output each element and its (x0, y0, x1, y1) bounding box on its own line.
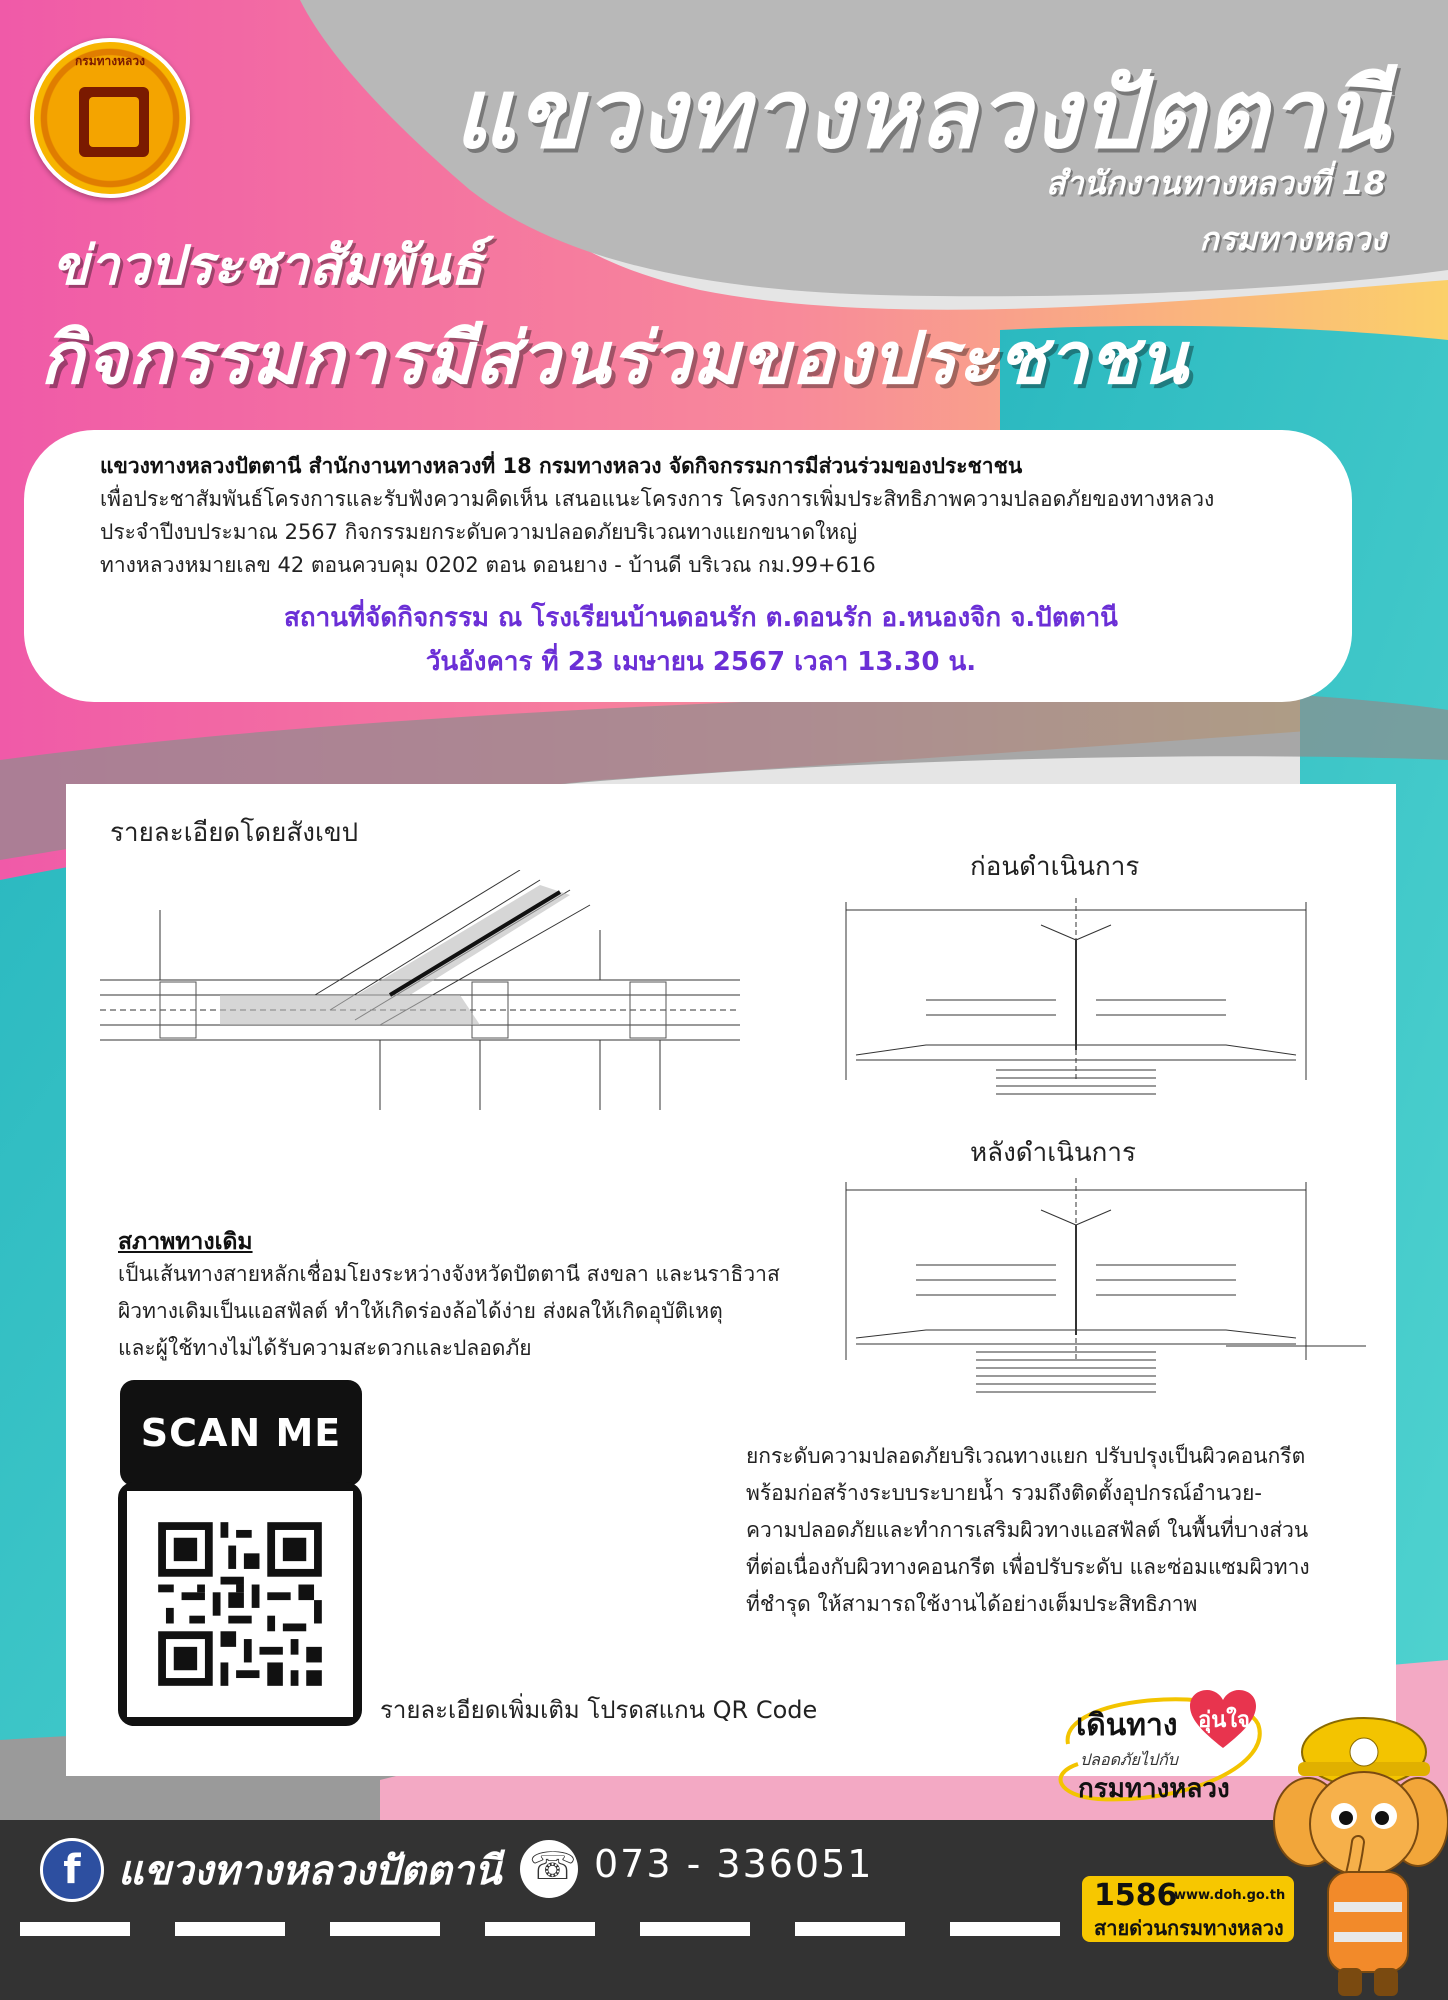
road-marking (950, 1922, 1060, 1936)
road-marking (795, 1922, 905, 1936)
slogan-heart-text: อุ่นใจ (1198, 1708, 1250, 1733)
hotline-website: www.doh.go.th (1174, 1888, 1286, 1903)
page-title: แขวงทางหลวงปัตตานี (453, 58, 1390, 170)
announcement-line: ประจำปีงบประมาณ 2567 กิจกรรมยกระดับความปลอดภัยบริเวณทางแยกขนาดใหญ่ (100, 520, 858, 544)
phone-number[interactable]: 073 - 336051 (594, 1842, 874, 1886)
logo-emblem-icon (79, 87, 149, 157)
event-venue: สถานที่จัดกิจกรรม ณ โรงเรียนบ้านดอนรัก ต.ดอนรัก อ.หนองจิก จ.ปัตตานี (284, 603, 1118, 633)
intersection-plan-drawing (100, 870, 740, 1120)
logo-text: กรมทางหลวง (75, 54, 145, 68)
phone-icon (520, 1840, 578, 1898)
road-marking (485, 1922, 595, 1936)
hotline-badge[interactable] (1082, 1876, 1294, 1942)
condition-line: เป็นเส้นทางสายหลักเชื่อมโยงระหว่างจังหวัดปัตตานี สงขลา และนราธิวาส (118, 1262, 780, 1286)
activity-heading: กิจกรรมการมีส่วนร่วมของประชาชน (40, 316, 1189, 400)
details-panel (66, 784, 1396, 1776)
cross-section-before-drawing (826, 880, 1326, 1120)
cross-section-after-drawing (826, 1170, 1386, 1410)
slogan-line1: เดินทาง (1076, 1708, 1178, 1743)
scan-me-badge: SCAN ME (120, 1380, 362, 1486)
description-line: ความปลอดภัยและทำการเสริมผิวทางแอสฟัลต์ ในพื้นที่บางส่วน (746, 1518, 1309, 1542)
road-marking (330, 1922, 440, 1936)
safety-slogan (1058, 1696, 1268, 1802)
description-line: ที่ชำรุด ให้สามารถใช้งานได้อย่างเต็มประสิทธิภาพ (746, 1592, 1198, 1616)
condition-line: ผิวทางเดิมเป็นแอสฟัลต์ ทำให้เกิดร่องล้อได้ง่าย ส่งผลให้เกิดอุบัติเหตุ (118, 1299, 723, 1323)
condition-text (118, 1256, 858, 1367)
description-line: พร้อมก่อสร้างระบบระบายน้ำ รวมถึงติดตั้งอุปกรณ์อำนวย- (746, 1481, 1262, 1505)
facebook-icon[interactable]: f (40, 1838, 104, 1902)
news-label: ข่าวประชาสัมพันธ์ (52, 234, 483, 297)
details-title: รายละเอียดโดยสังเขป (110, 818, 359, 848)
road-marking (175, 1922, 285, 1936)
before-label: ก่อนดำเนินการ (970, 852, 1140, 882)
condition-title: สภาพทางเดิม (118, 1229, 253, 1255)
announcement-headline: แขวงทางหลวงปัตตานี สำนักงานทางหลวงที่ 18 กรมทางหลวง จัดกิจกรรมการมีส่วนร่วมของประชาชน (100, 454, 1023, 478)
description-line: ยกระดับความปลอดภัยบริเวณทางแยก ปรับปรุงเป็นผิวคอนกรีต (746, 1444, 1306, 1468)
slogan-line3: กรมทางหลวง (1078, 1774, 1230, 1804)
elephant-mascot-icon (1268, 1712, 1448, 2000)
qr-note: รายละเอียดเพิ่มเติม โปรดสแกน QR Code (380, 1696, 818, 1724)
description-line: ที่ต่อเนื่องกับผิวทางคอนกรีต เพื่อปรับระดับ และซ่อมแซมผิวทาง (746, 1555, 1310, 1579)
after-label: หลังดำเนินการ (970, 1138, 1136, 1168)
slogan-line2: ปลอดภัยไปกับ (1080, 1750, 1178, 1769)
announcement-line: เพื่อประชาสัมพันธ์โครงการและรับฟังความคิดเห็น เสนอแนะโครงการ โครงการเพิ่มประสิทธิภาพความปลอดภัยของทางหลวง (100, 487, 1215, 511)
facebook-page-name[interactable]: แขวงทางหลวงปัตตานี (118, 1848, 502, 1894)
department-name: กรมทางหลวง (1199, 220, 1386, 258)
qr-code[interactable] (118, 1482, 362, 1726)
event-date: วันอังคาร ที่ 23 เมษายน 2567 เวลา 13.30 น. (425, 647, 977, 677)
hotline-label: สายด่วนกรมทางหลวง (1094, 1916, 1284, 1940)
hotline-number: 1586 (1094, 1878, 1178, 1913)
announcement-card (24, 430, 1352, 702)
condition-line: และผู้ใช้ทางไม่ได้รับความสะดวกและปลอดภัย (118, 1336, 532, 1360)
department-logo (30, 38, 190, 198)
qr-pattern-icon (127, 1491, 353, 1717)
road-marking (20, 1922, 130, 1936)
bureau-name: สำนักงานทางหลวงที่ 18 (1046, 164, 1386, 202)
project-description (746, 1438, 1310, 1623)
announcement-line: ทางหลวงหมายเลข 42 ตอนควบคุม 0202 ตอน ดอนยาง - บ้านดี บริเวณ กม.99+616 (100, 553, 876, 577)
road-marking (640, 1922, 750, 1936)
